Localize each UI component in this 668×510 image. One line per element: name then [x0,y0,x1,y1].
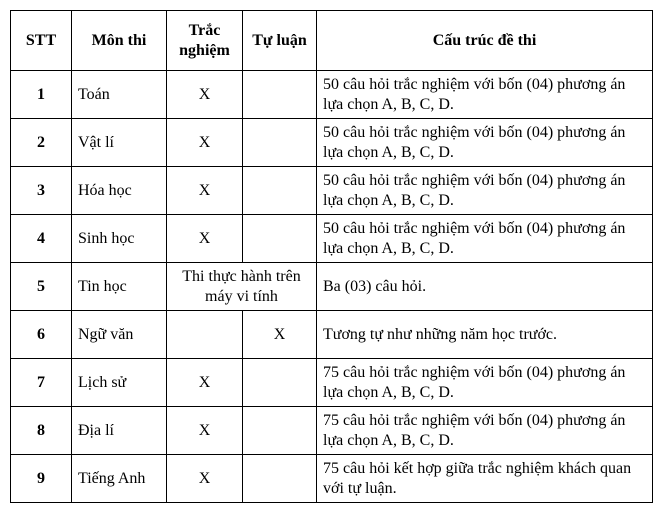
row-stt: 9 [11,455,72,503]
row-multiple-choice: X [167,71,243,119]
row-structure: 50 câu hỏi trắc nghiệm với bốn (04) phương án lựa chọn A, B, C, D. [317,119,653,167]
row-structure: 75 câu hỏi kết hợp giữa trắc nghiệm khách quan với tự luận. [317,455,653,503]
row-essay [243,455,317,503]
row-essay [243,167,317,215]
row-essay [243,71,317,119]
row-subject: Vật lí [72,119,167,167]
row-multiple-choice: X [167,359,243,407]
row-stt: 5 [11,263,72,311]
header-stt: STT [11,11,72,71]
row-subject: Sinh học [72,215,167,263]
row-stt: 4 [11,215,72,263]
row-structure: 75 câu hỏi trắc nghiệm với bốn (04) phương án lựa chọn A, B, C, D. [317,359,653,407]
row-multiple-choice: X [167,407,243,455]
row-stt: 6 [11,311,72,359]
row-structure: 50 câu hỏi trắc nghiệm với bốn (04) phương án lựa chọn A, B, C, D. [317,71,653,119]
row-multiple-choice: X [167,215,243,263]
row-essay [243,359,317,407]
row-essay [243,407,317,455]
row-stt: 3 [11,167,72,215]
row-stt: 8 [11,407,72,455]
row-stt: 1 [11,71,72,119]
header-structure: Cấu trúc đề thi [317,11,653,71]
row-subject: Ngữ văn [72,311,167,359]
row-essay: X [243,311,317,359]
row-subject: Tin học [72,263,167,311]
row-multiple-choice: X [167,119,243,167]
row-multiple-choice [167,311,243,359]
header-multiple-choice: Trắc nghiệm [167,11,243,71]
row-subject: Tiếng Anh [72,455,167,503]
table-row [11,359,653,407]
row-subject: Địa lí [72,407,167,455]
exam-structure-table [10,10,653,503]
row-multiple-choice: X [167,455,243,503]
header-subject: Môn thi [72,11,167,71]
row-multiple-choice: X [167,167,243,215]
row-stt: 2 [11,119,72,167]
header-row [11,11,653,71]
row-stt: 7 [11,359,72,407]
header-essay: Tự luận [243,11,317,71]
row-structure: 50 câu hỏi trắc nghiệm với bốn (04) phương án lựa chọn A, B, C, D. [317,215,653,263]
table-row [11,263,653,311]
row-structure: Ba (03) câu hỏi. [317,263,653,311]
row-structure: 75 câu hỏi trắc nghiệm với bốn (04) phương án lựa chọn A, B, C, D. [317,407,653,455]
row-subject: Toán [72,71,167,119]
row-structure: Tương tự như những năm học trước. [317,311,653,359]
row-subject: Hóa học [72,167,167,215]
table-row [11,167,653,215]
row-essay [243,119,317,167]
row-merged-method: Thi thực hành trên máy vi tính [167,263,317,311]
table-row [11,71,653,119]
row-structure: 50 câu hỏi trắc nghiệm với bốn (04) phương án lựa chọn A, B, C, D. [317,167,653,215]
table-row [11,407,653,455]
row-essay [243,215,317,263]
row-subject: Lịch sử [72,359,167,407]
table-row [11,119,653,167]
table-row [11,311,653,359]
table-row [11,215,653,263]
table-row [11,455,653,503]
